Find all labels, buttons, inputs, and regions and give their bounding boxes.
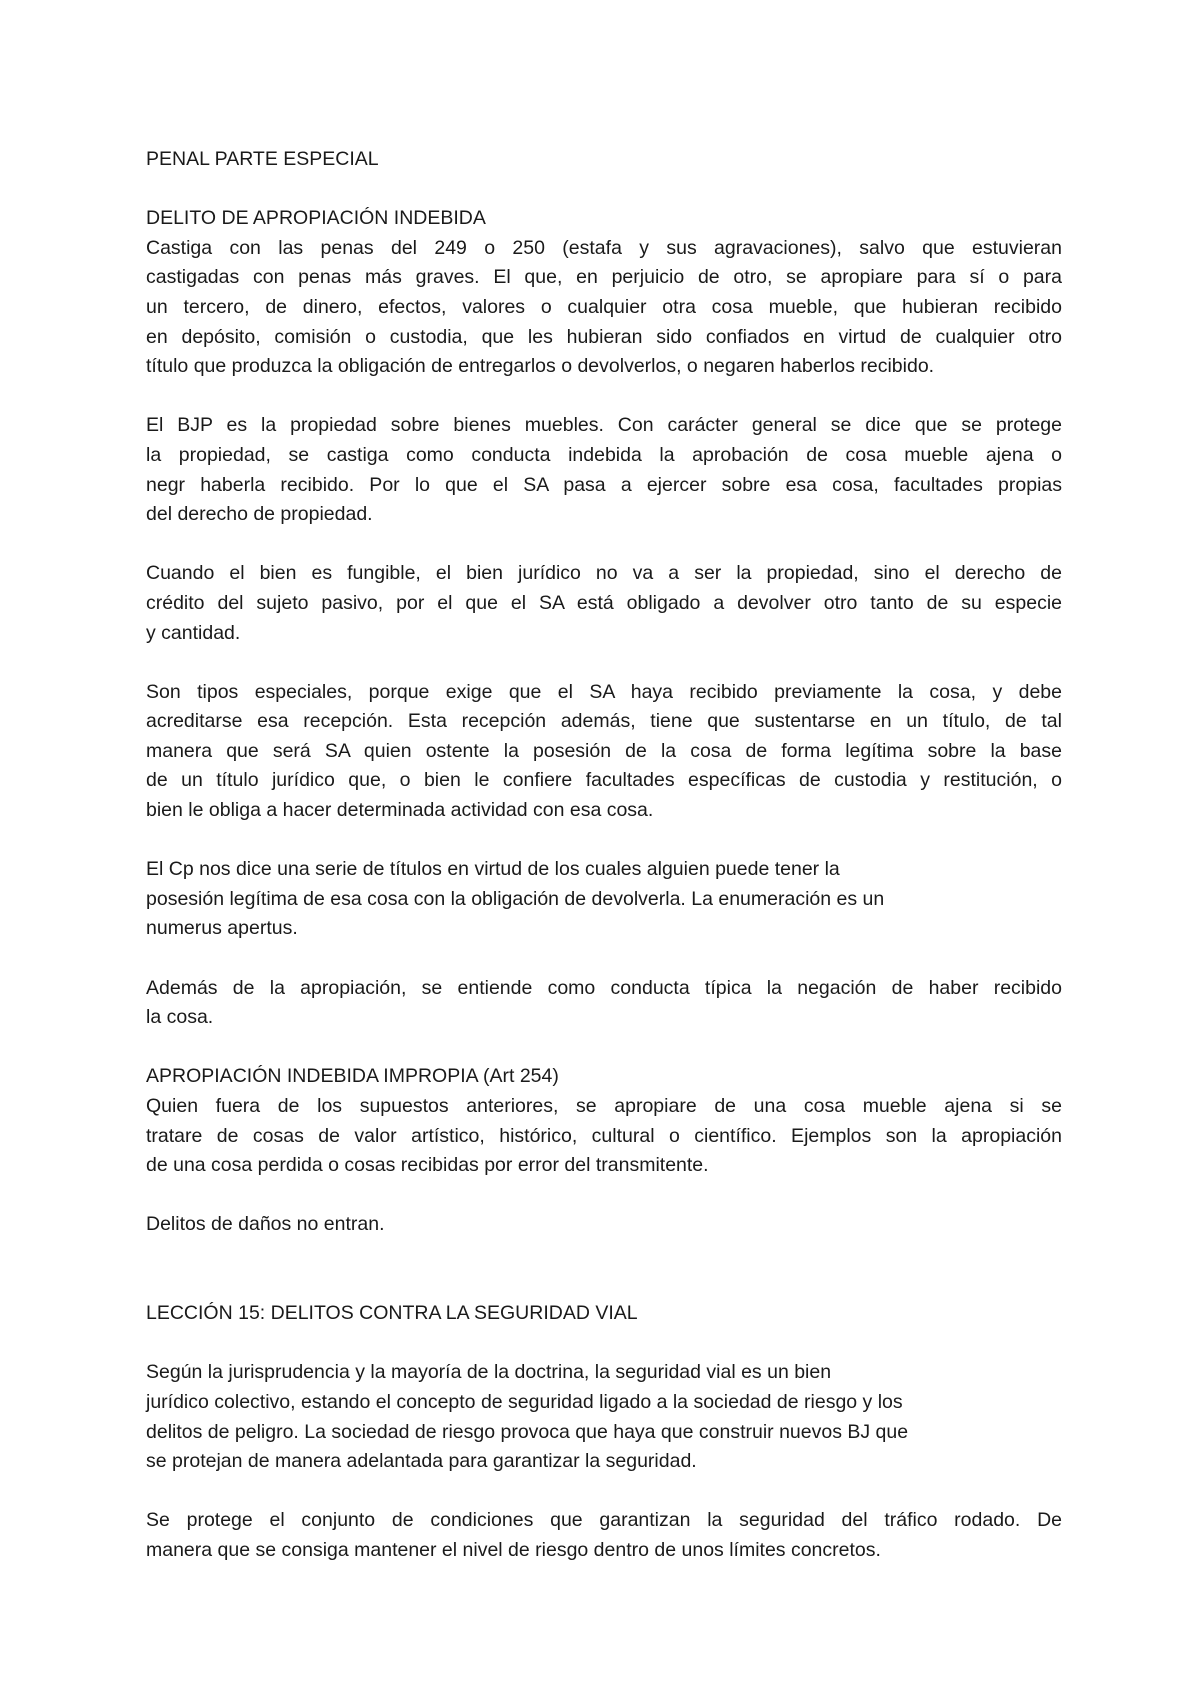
- paragraph-line: de una cosa perdida o cosas recibidas por error del transmitente.: [146, 1154, 709, 1177]
- paragraph-line: El Cp nos dice una serie de títulos en virtud de los cuales alguien puede tener la: [146, 858, 840, 881]
- paragraph-line: Cuando el bien es fungible, el bien jurídico no va a ser la propiedad, sino el derecho de: [146, 562, 1062, 585]
- paragraph: [146, 1358, 1062, 1476]
- spacer: [146, 175, 1062, 205]
- paragraph-line: acreditarse esa recepción. Esta recepción además, tiene que sustentarse en un título, de tal: [146, 710, 1062, 733]
- paragraph-line: bien le obliga a hacer determinada actividad con esa cosa.: [146, 799, 654, 822]
- paragraph: [146, 234, 1062, 382]
- paragraph: [146, 855, 1062, 944]
- paragraph-line: tratare de cosas de valor artístico, histórico, cultural o científico. Ejemplos son la apropiación: [146, 1124, 1062, 1147]
- spacer: [146, 648, 1062, 678]
- paragraph-line: Además de la apropiación, se entiende como conducta típica la negación de haber recibido: [146, 976, 1062, 999]
- document-title: PENAL PARTE ESPECIAL: [146, 148, 379, 170]
- paragraph: [146, 1092, 1062, 1181]
- section-heading-impropia: APROPIACIÓN INDEBIDA IMPROPIA (Art 254): [146, 1065, 559, 1088]
- paragraph-line: posesión legítima de esa cosa con la obligación de devolverla. La enumeración es un: [146, 887, 885, 910]
- paragraph-line: crédito del sujeto pasivo, por el que el SA está obligado a devolver otro tanto de su especie: [146, 591, 1062, 614]
- spacer: [146, 1240, 1062, 1299]
- paragraph-line: numerus apertus.: [146, 917, 298, 940]
- paragraph: [146, 559, 1062, 648]
- spacer: [146, 1033, 1062, 1063]
- paragraph-line: manera que será SA quien ostente la posesión de la cosa de forma legítima sobre la base: [146, 739, 1062, 762]
- spacer: [146, 382, 1062, 412]
- paragraph-line: Son tipos especiales, porque exige que el SA haya recibido previamente la cosa, y debe: [146, 680, 1062, 703]
- paragraph-line: la propiedad, se castiga como conducta indebida la aprobación de cosa mueble ajena o: [146, 443, 1062, 466]
- paragraph-line: de un título jurídico que, o bien le confiere facultades específicas de custodia y restitución, o: [146, 769, 1062, 792]
- paragraph-line: Se protege el conjunto de condiciones que garantizan la seguridad del tráfico rodado. De: [146, 1509, 1062, 1532]
- paragraph-line: Quien fuera de los supuestos anteriores, se apropiare de una cosa mueble ajena si se: [146, 1095, 1062, 1117]
- section-heading-leccion-15: LECCIÓN 15: DELITOS CONTRA LA SEGURIDAD VIAL: [146, 1302, 638, 1325]
- paragraph-line: manera que se consiga mantener el nivel de riesgo dentro de unos límites concretos.: [146, 1538, 881, 1561]
- section-heading-apropiacion: DELITO DE APROPIACIÓN INDEBIDA: [146, 207, 486, 230]
- paragraph-line: del derecho de propiedad.: [146, 503, 373, 526]
- paragraph-line: y cantidad.: [146, 621, 241, 644]
- paragraph-line: El BJP es la propiedad sobre bienes muebles. Con carácter general se dice que se protege: [146, 414, 1062, 437]
- paragraph-line: la cosa.: [146, 1006, 214, 1029]
- paragraph-line: un tercero, de dinero, efectos, valores o cualquier otra cosa mueble, que hubieran recibido: [146, 295, 1062, 318]
- spacer: [146, 1477, 1062, 1507]
- paragraph-line: Castiga con las penas del 249 o 250 (estafa y sus agravaciones), salvo que estuvieran: [146, 236, 1062, 259]
- paragraph-line: delitos de peligro. La sociedad de riesgo provoca que haya que construir nuevos BJ que: [146, 1420, 909, 1443]
- spacer: [146, 530, 1062, 560]
- paragraph-line: se protejan de manera adelantada para garantizar la seguridad.: [146, 1450, 697, 1473]
- document-page: [146, 145, 1062, 1566]
- spacer: [146, 826, 1062, 856]
- spacer: [146, 1329, 1062, 1359]
- paragraph-line: castigadas con penas más graves. El que, en perjuicio de otro, se apropiare para sí o para: [146, 266, 1062, 289]
- paragraph: [146, 1506, 1062, 1565]
- paragraph-line: negr haberla recibido. Por lo que el SA pasa a ejercer sobre esa cosa, facultades propias: [146, 473, 1062, 496]
- paragraph: [146, 974, 1062, 1033]
- spacer: [146, 1181, 1062, 1211]
- spacer: [146, 944, 1062, 974]
- paragraph: [146, 678, 1062, 826]
- paragraph-line: título que produzca la obligación de entregarlos o devolverlos, o negaren haberlos recibido.: [146, 355, 935, 378]
- paragraph-line: Delitos de daños no entran.: [146, 1213, 385, 1236]
- paragraph-line: en depósito, comisión o custodia, que les hubieran sido confiados en virtud de cualquier otro: [146, 325, 1062, 348]
- paragraph-line: Según la jurisprudencia y la mayoría de la doctrina, la seguridad vial es un bien: [146, 1361, 832, 1384]
- paragraph: [146, 411, 1062, 529]
- paragraph: [146, 1210, 1062, 1240]
- paragraph-line: jurídico colectivo, estando el concepto de seguridad ligado a la sociedad de riesgo y los: [146, 1390, 903, 1413]
